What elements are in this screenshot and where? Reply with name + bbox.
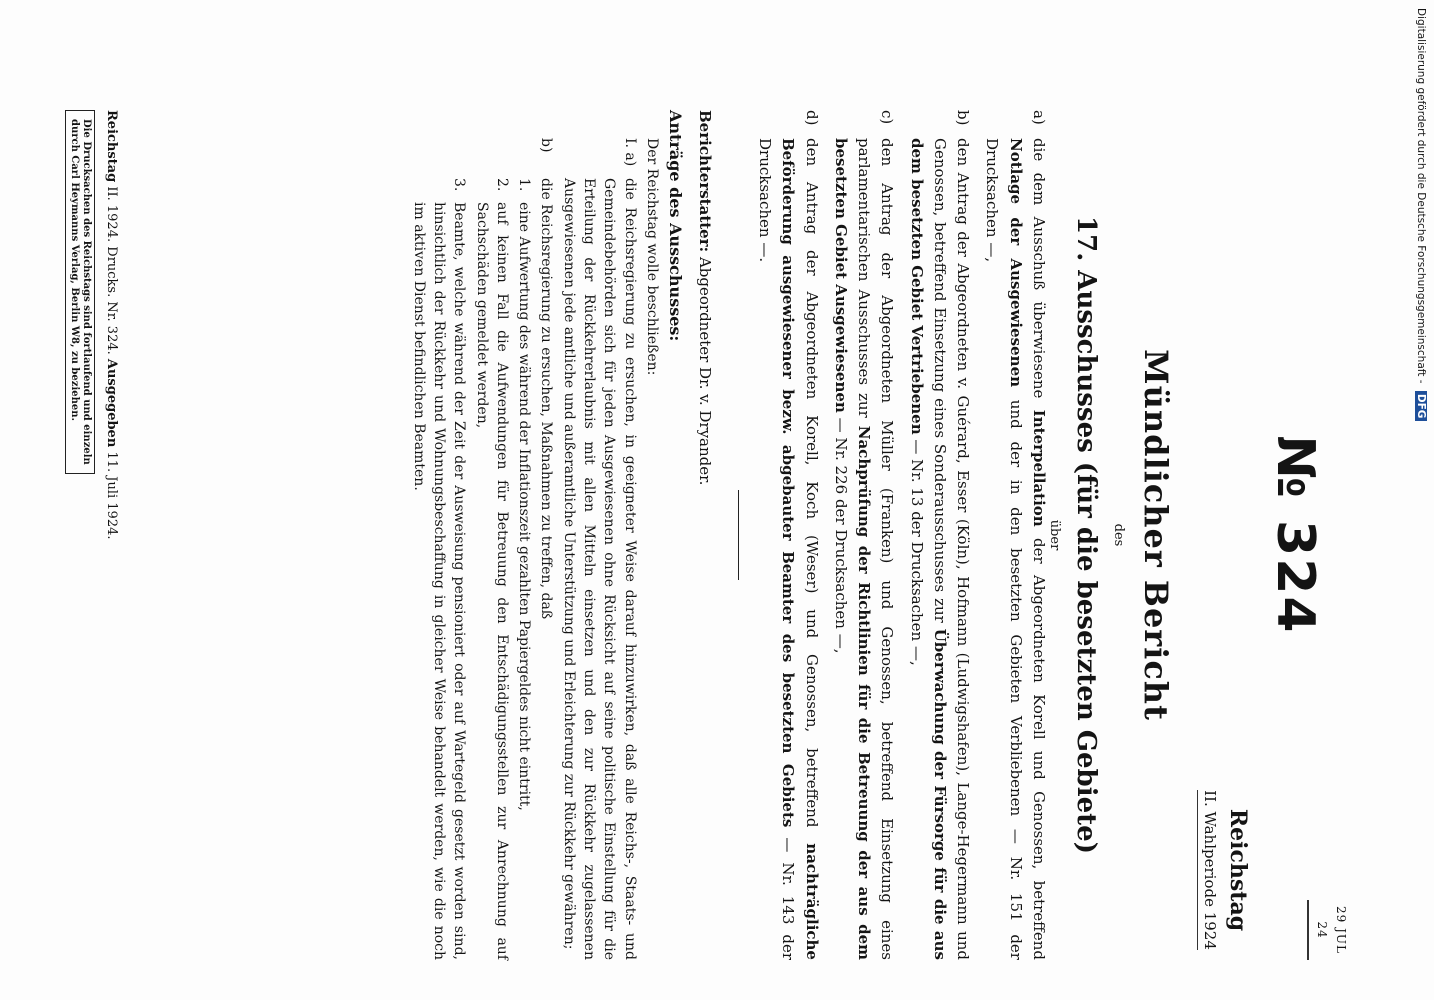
item-bold: Nachprüfung der Richtlinien für die Betreuung der aus dem besetzten Gebiet Ausgewiesenen [832,138,874,961]
motion-text: auf keinen Fall die Aufwendungen für Betreuung den Entschädigungsstellen zur Anrechnung auf Sachschäden gemeldet werden, [473,202,510,960]
motions-title: Anträge des Ausschusses: [665,110,685,342]
item-label: c) [878,110,897,125]
footer-period: II. 1924. [104,186,120,243]
motion-b-3 [408,138,469,960]
document-body [65,80,1350,990]
motion-text: die Reichsregierung zu ersuchen, Maßnahmen zu treffen, daß [538,178,555,620]
motion-text: die Reichsregierung zu ersuchen, in geeigneter Weise darauf hinzuwirken, daß alle Reichs-, Staats- und Gemeindebehörden sich für jeden Ausgewiesenen ohne Rücksicht auf seine politische Einstellung für die Erteilung der Rückkehrerlaubnis mit allen Mitteln einsetzen und den zur Rückkehr zugelassenen Ausgewiesenen jede amtliche und außeramtliche Unterstützung und Erleichterung zur Rückkehr gewähren; [560,178,638,960]
item-text: den Antrag der Abgeordneten v. Guérard, Esser (Köln), Hofmann (Ludwigshafen), Lange-Hegermann und Genossen, betreffend Einsetzung eines Sonderausschusses zur [931,138,973,960]
publisher-box [65,110,95,474]
item-bold: Überwachung der Fürsorge für die aus dem besetzten Gebiet Vertriebenen [907,138,949,960]
motion-number: 2. [493,178,510,192]
report-heading [1042,80,1180,990]
motion-text: eine Aufwertung des während der Inflationszeit gezahlten Papiergeldes nicht eintritt, [516,202,533,811]
divider [738,490,739,580]
item-bold: Notlage der Ausgewiesenen [1006,138,1025,388]
item-text: die dem Ausschuß überwiesene [1030,138,1048,399]
dfg-sidebar [1410,8,1432,419]
motion-label: I. a) [621,138,638,167]
word-ueber: über [1046,519,1062,551]
reporter-line [693,110,716,960]
motion-text: Beamte, welche während der Zeit der Ausweisung pensioniert oder auf Wartegeld gesetzt worden sind, hinsichtlich der Rückkehr und Wohnungsbeschaffung in gleicher Weise behandelt werden, wie die noch im aktiven Dienst befindlichen Beamten. [410,202,468,960]
reporter-name: Abgeordneter Dr. v. Dryander. [696,256,714,486]
item-text: den Antrag der Abgeordneten Müller (Franken) und Genossen, betreffend Einsetzung eines parlamentarischen Ausschusses zur [855,138,897,960]
publisher-line-1: Die Drucksachen des Reichstags sind fortlaufend und einzeln [81,119,93,465]
document-number: № 324 [1265,435,1325,635]
dfg-logo: DFG [1415,391,1427,422]
reichstag-title: Reichstag [1225,808,1251,932]
list-item [905,110,975,960]
item-text: der Abgeordneten Korell und Genossen, betreffend [1030,538,1048,960]
footer-drucks: Drucks. Nr. 324. [104,246,120,355]
item-label: a) [1030,110,1048,125]
item-text: — Nr. 13 der Drucksachen —, [907,439,926,666]
word-des: des [1111,523,1127,547]
motions-block [408,110,662,960]
motion-ia [558,138,639,960]
wahlperiode: II. Wahlperiode 1924 [1197,790,1221,950]
motion-b-1 [514,138,534,960]
footer-date: 11. Juli 1924. [104,451,120,540]
receipt-stamp: 29 JUL 24 [1307,900,1350,960]
publisher-line-2: durch Carl Heymanns Verlag, Berlin W8, zu beziehen. [69,119,81,421]
footer [65,110,121,960]
footer-ausgegeben: Ausgegeben [104,358,120,448]
item-bold: Interpellation [1030,409,1048,527]
reporter-label: Berichterstatter: [696,110,714,253]
list-item [753,110,823,960]
committee-name: 17. Ausschusses (für die besetzten Gebiete) [1071,216,1102,854]
report-title: Mündlicher Bericht [1137,349,1175,721]
motion-label: b) [538,138,555,153]
item-text: — Nr. 226 der Drucksachen —, [832,417,850,654]
report-body [406,110,1050,960]
footer-reichstag: Reichstag [104,110,120,183]
item-text: und der in den besetzten Gebieten Verbliebenen — Nr. 151 der Drucksachen —, [983,138,1025,960]
motions-intro: Der Reichstag wolle beschließen: [643,138,660,376]
item-text: — Nr. 143 der Drucksachen —. [756,138,798,960]
motion-b-2 [471,138,512,960]
list-item [829,110,899,960]
item-text: den Antrag der Abgeordneten Korell, Koch (Weser) und Genossen, betreffend [802,138,821,828]
dfg-credit: Digitalisierung gefördert durch die Deutsche Forschungsgemeinschaft - [1415,8,1427,384]
item-bold: nachträgliche Beförderung ausgewiesener bezw. abgebauter Beamter des besetzten Gebiets [779,138,821,960]
footer-line [101,110,121,960]
item-label: d) [802,110,821,126]
motion-number: 3. [451,178,468,192]
motion-number: 1. [516,178,533,192]
item-label: b) [954,110,973,126]
motion-b [536,138,556,960]
list-item [980,110,1050,960]
reichstag-header [1197,770,1255,970]
